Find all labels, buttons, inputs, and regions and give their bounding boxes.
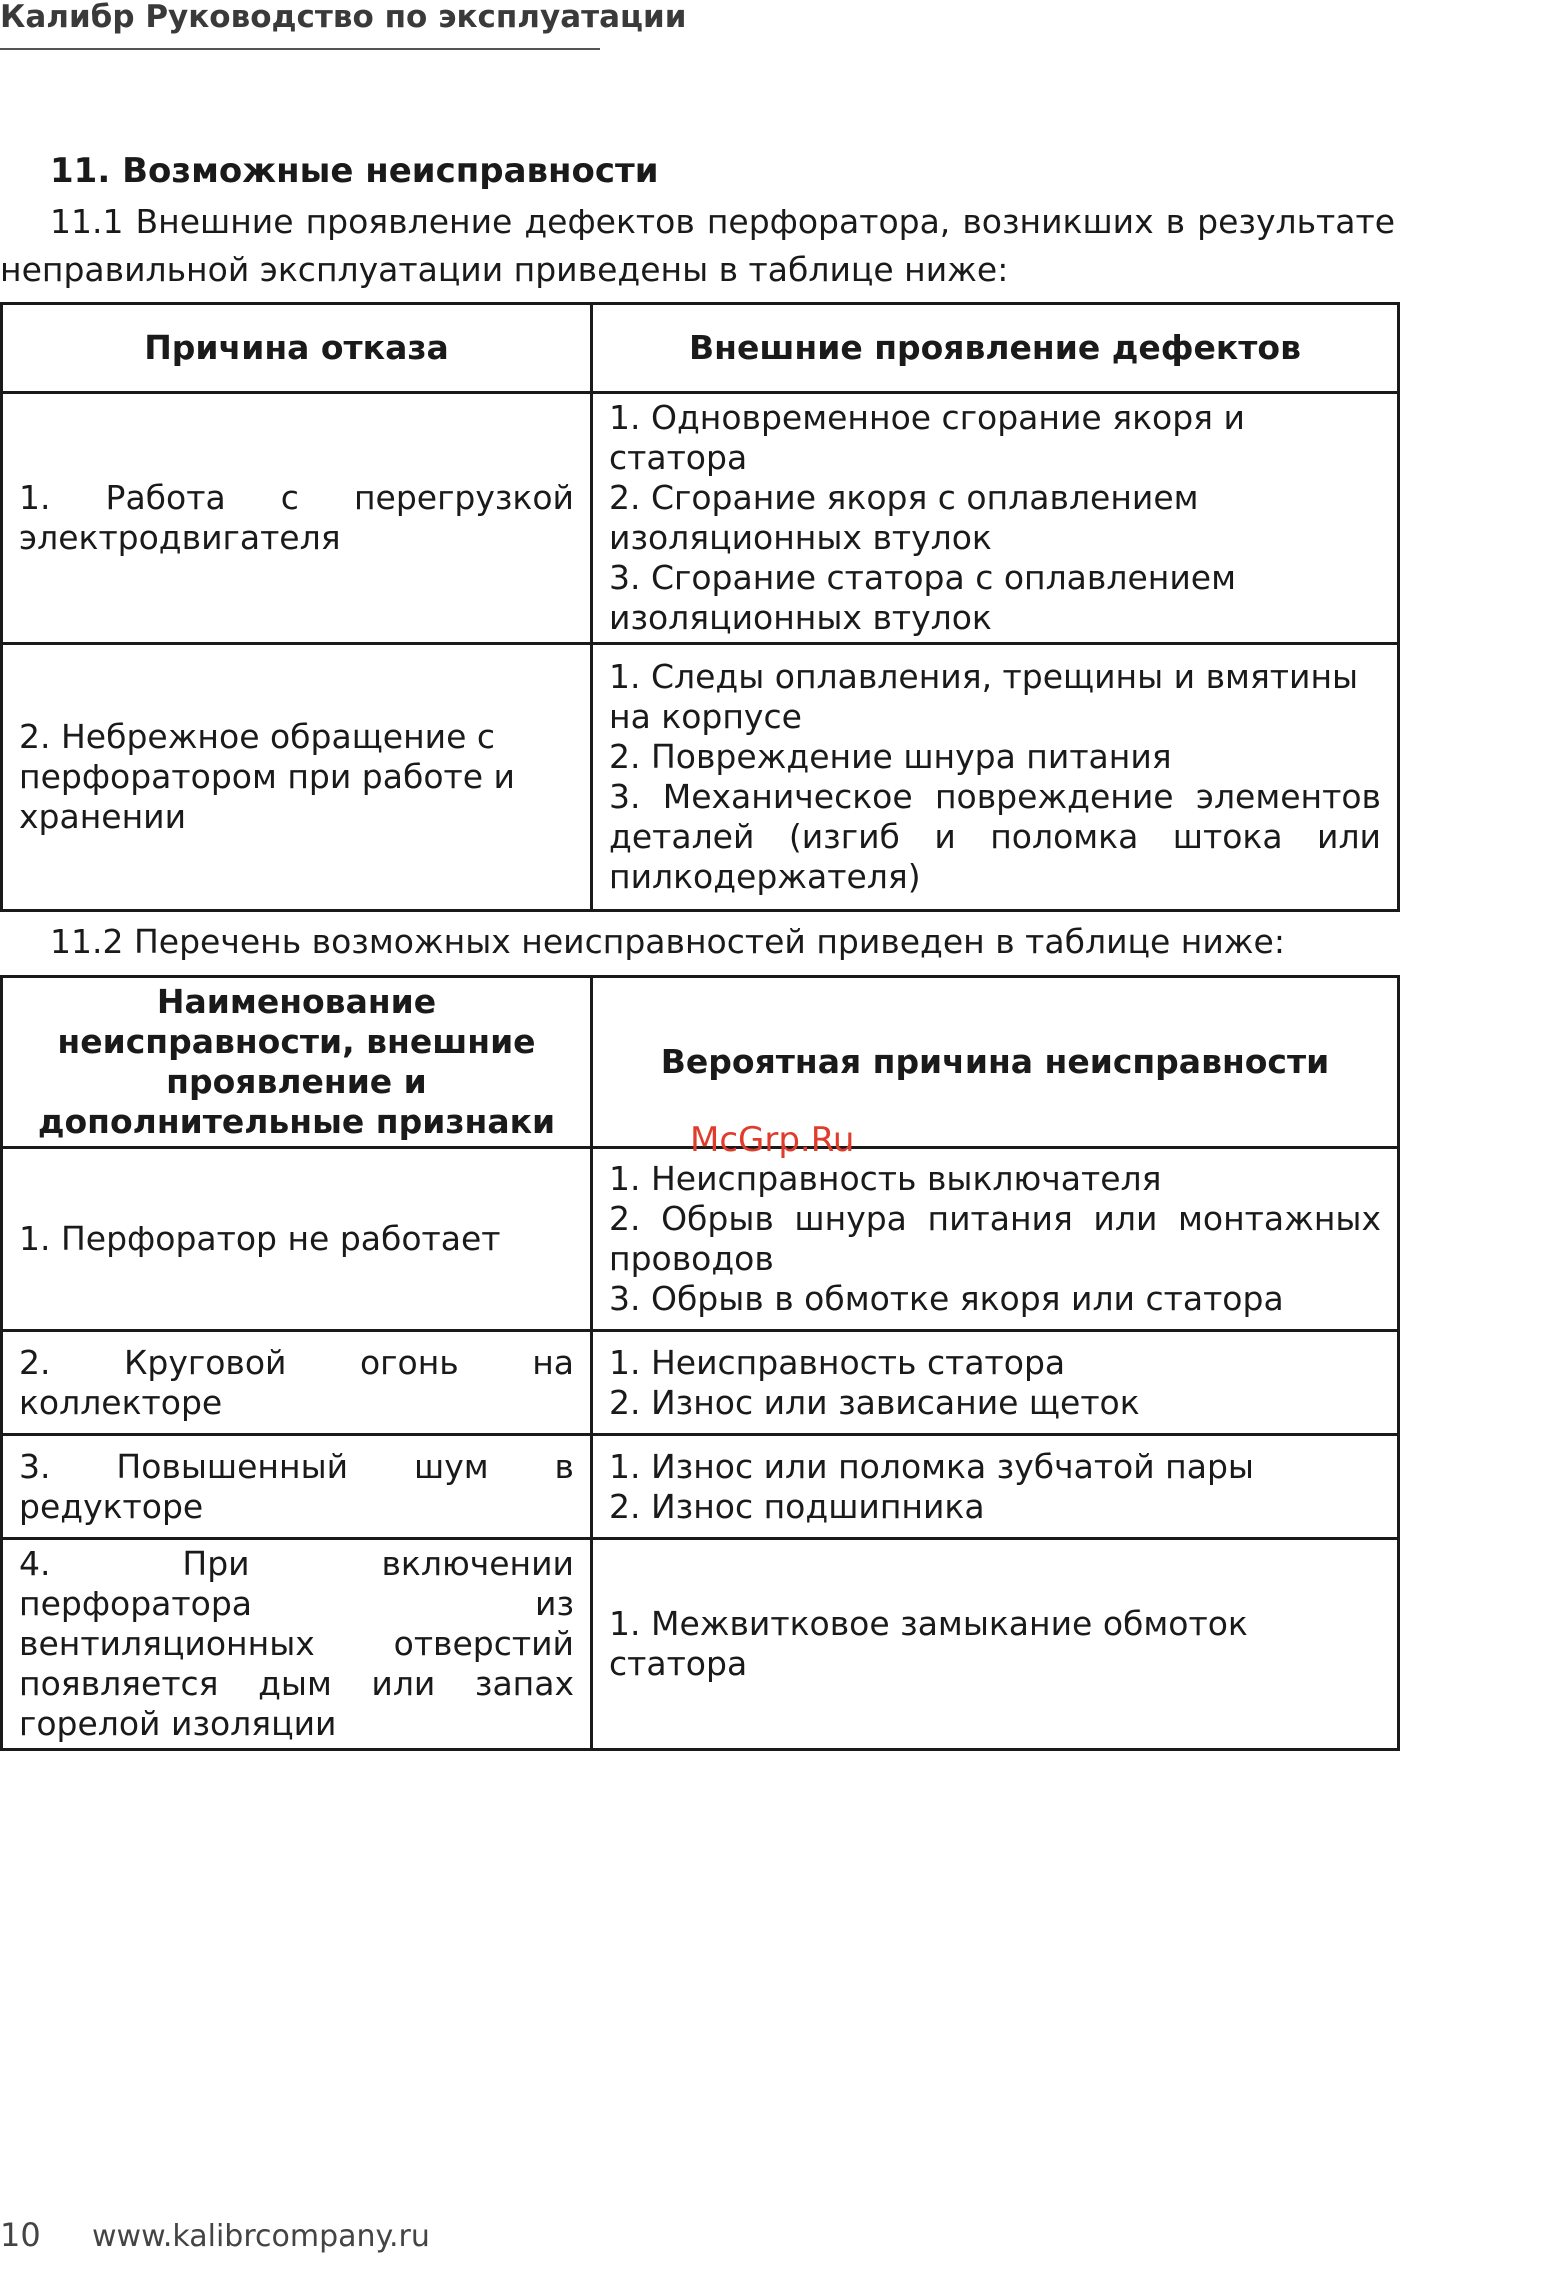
cause-item: 1. Неисправность статора (609, 1342, 1066, 1382)
column-header-effects: Внешние проявление дефектов (592, 304, 1399, 393)
cause-item: 2. Износ или зависание щеток (609, 1382, 1140, 1422)
causes-cell (592, 1539, 1399, 1750)
table-row (2, 1331, 1399, 1435)
site-url-link[interactable]: www.kalibrcompany.ru (92, 2219, 430, 2254)
watermark: McGrp.Ru (690, 1120, 855, 1160)
column-header-fault: Наименование неисправности, внешние проявление и дополнительные признаки (2, 977, 592, 1148)
table-row (2, 1148, 1399, 1331)
effects-cell (592, 393, 1399, 644)
cause-item: 2. Износ подшипника (609, 1486, 985, 1526)
page-footer (0, 2210, 430, 2260)
effect-item: 1. Одновременное сгорание якоря и статора (609, 398, 1245, 477)
cause-item: 2. Обрыв шнура питания или монтажных проводов (609, 1199, 1381, 1278)
causes-cell (592, 1435, 1399, 1539)
column-header-cause: Причина отказа (2, 304, 592, 393)
cause-item: 1. Межвитковое замыкание обмоток статора (609, 1604, 1248, 1683)
page-number: 10 (0, 2216, 41, 2254)
effects-cell (592, 644, 1399, 911)
running-header: Калибр Руководство по эксплуатации (0, 0, 600, 50)
defects-table (0, 302, 1400, 912)
causes-cell (592, 1148, 1399, 1331)
causes-cell (592, 1331, 1399, 1435)
column-header-probable-cause: Вероятная причина неисправности (592, 977, 1399, 1148)
table-row (2, 1435, 1399, 1539)
fault-cell: 3. Повышенный шум в редукторе (2, 1435, 592, 1539)
table-row (2, 1539, 1399, 1750)
cause-item: 1. Износ или поломка зубчатой пары (609, 1446, 1254, 1486)
section-title: 11. Возможные неисправности (50, 151, 659, 191)
intro-paragraph-2: 11.2 Перечень возможных неисправностей приведен в таблице ниже: (50, 922, 1285, 961)
effect-item: 2. Сгорание якоря с оплавлением изоляционных втулок (609, 478, 1199, 557)
effect-item: 2. Повреждение шнура питания (609, 737, 1172, 776)
table-row (2, 644, 1399, 911)
effect-item: 3. Сгорание статора с оплавлением изоляционных втулок (609, 558, 1236, 637)
intro-line-2: неправильной эксплуатации приведены в таблице ниже: (0, 250, 1009, 289)
cause-item: 3. Обрыв в обмотке якоря или статора (609, 1279, 1284, 1318)
cause-item: 1. Неисправность выключателя (609, 1159, 1162, 1198)
table-header-row (2, 304, 1399, 393)
effect-item: 3. Механическое повреждение элементов деталей (изгиб и поломка штока или пилкодержателя) (609, 777, 1381, 896)
table-row (2, 393, 1399, 644)
fault-cell: 2. Круговой огонь на коллекторе (2, 1331, 592, 1435)
fault-cell: 1. Перфоратор не работает (2, 1148, 592, 1331)
intro-line-1: 11.1 Внешние проявление дефектов перфоратора, возникших в результате (50, 202, 1395, 241)
effect-item: 1. Следы оплавления, трещины и вмятины на корпусе (609, 657, 1359, 736)
faults-table (0, 975, 1400, 1751)
cause-cell: 1. Работа с перегрузкой электродвигателя (2, 393, 592, 644)
cause-cell: 2. Небрежное обращение с перфоратором при работе и хранении (2, 644, 592, 911)
intro-paragraph (0, 198, 1395, 294)
fault-cell: 4. При включении перфоратора из вентиляционных отверстий появляется дым или запах горелой изоляции (2, 1539, 592, 1750)
